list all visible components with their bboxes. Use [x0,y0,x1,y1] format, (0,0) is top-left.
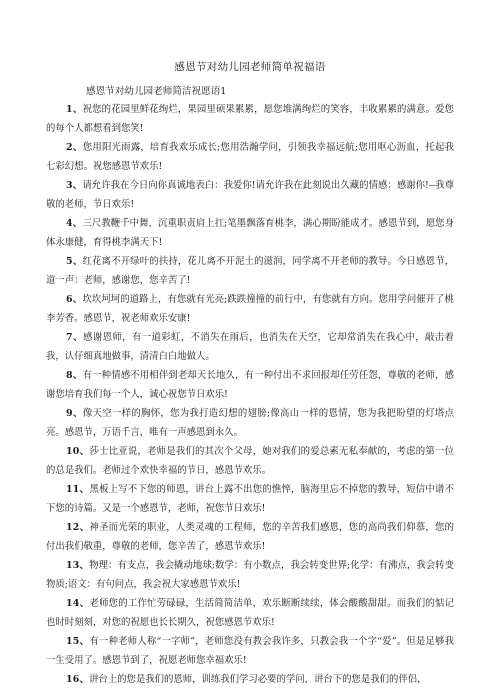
list-item [46,367,454,404]
paragraph-list [46,101,454,690]
item-text: 老师您的工作忙劳碌碌，生活简简洁单，欢乐断断续续，体会酸酸甜甜。而我们的惦记也时时刻刻，对您的祝愿也长长期久，祝您感恩节欢乐! [46,598,454,628]
item-number: 6、 [66,294,83,305]
list-item [46,215,454,252]
item-text: 感谢恩师，有一道彩虹，不消失在雨后，也消失在天空，它却常消失在我心中，敲击着我，认仔细真地做事，清清白白地做人。 [46,332,454,362]
item-number: 4、 [66,218,83,229]
item-number: 16、 [66,674,90,685]
item-number: 8、 [66,370,83,381]
list-item [46,443,454,480]
list-item [46,177,454,214]
list-item [46,481,454,518]
item-text: 有一种老师人称“一字师”，老师您没有教会我许多，只教会我一个字“爱”。但是足够我一生受用了。感恩节到了，祝愿老师您幸福欢乐! [46,636,454,666]
list-item [46,557,454,594]
item-text: 神圣而光荣的职业，人类灵魂的工程师，您的辛苦我们感恩，您的高尚我们仰慕，您的付出我们敬重，尊敬的老师，您辛苦了，感恩节欢乐! [46,522,454,552]
list-item [46,139,454,176]
section-subheading: 感恩节对幼儿园老师简洁祝愿语1 [86,86,227,97]
list-item [46,519,454,556]
item-number: 12、 [66,522,90,533]
item-number: 5、 [66,256,83,267]
item-text: 三尺教鞭千中舞，沉重职责肩上扛;笔墨飘落育桃李，满心期盼能成才。感恩节到，愿您身体永康健，育得桃李满天下! [46,218,454,248]
item-text: 黑板上写不下您的师恩，讲台上露不出您的憔悴，脑海里忘不掉您的教导，短信中谱不下您的诗篇。又是一个感恩节，老师，祝您节日欢乐! [46,484,454,514]
item-number: 11、 [66,484,90,495]
list-item [46,329,454,366]
item-text: 物理：有支点，我会撬动地球;数学：有小数点，我会转变世界;化学：有沸点，我会转变物质;语文：有句问点，我会祝大家感恩节欢乐! [46,560,454,590]
item-number: 10、 [66,446,90,457]
item-number: 15、 [66,636,90,647]
list-item [46,595,454,632]
item-text: 莎士比亚说，老师是我们的其次个父母，她对我们的爱总素无私奉献的，考虑的第一位的总是我们。老师过个欢快幸福的节日，感恩节欢乐。 [46,446,454,476]
item-text: 像天空一样的胸怀，您为我打造幻想的翅膀;像高山一样的恩情，您为我把盼望的灯塔点亮。感恩节，万语千言，唯有一声感恩到永久。 [46,408,454,438]
item-text: 红花离不开绿叶的扶持，花儿离不开泥土的滋润，同学离不开老师的教导。今日感恩节，道一声：老师，感谢您，您辛苦了! [46,256,454,286]
item-text: 请允许我在今日向你真诚地表白：我爱你!请允许我在此刻说出久藏的情感：感谢你!--我尊敬的老师，节日欢乐! [46,180,454,210]
item-text: 坎坎坷坷的道路上，有您就有光亮;跌跌撞撞的前行中，有您就有方向。您用学问催开了桃李芳香。感恩节，祝老师欢乐安康! [46,294,454,324]
list-item [46,405,454,442]
list-item [46,101,454,138]
item-text: 讲台上的您是我们的恩师，训练我们学习必要的学问，讲台下的您是我们的伴侣， [89,674,427,685]
list-item [46,253,454,290]
list-item [46,671,454,690]
item-number: 13、 [66,560,90,571]
list-item [46,633,454,670]
item-number: 1、 [66,104,83,115]
item-text: 您用阳光雨露，培育我欢乐成长;您用浩瀚学问，引领我幸福远航;您用呕心沥血，托起我七彩幻想。祝您感恩节欢乐! [46,142,454,172]
item-number: 3、 [66,180,83,191]
item-number: 14、 [66,598,90,609]
item-text: 祝您的花园里鲜花绚烂，果园里硕果累累，愿您堆满绚烂的笑容，丰收累累的满意。爱您的每个人都想看到您笑! [46,104,454,134]
document-title: 感恩节对幼儿园老师简单祝福语 [174,61,326,73]
item-text: 有一种情感不用相伴到老却天长地久，有一种付出不求回报却任劳任怨，尊敬的老师，感谢您培育我们每一个人，诚心祝您节日欢乐! [46,370,454,400]
item-number: 9、 [66,408,83,419]
item-number: 2、 [66,142,83,153]
list-item [46,291,454,328]
item-number: 7、 [66,332,84,343]
